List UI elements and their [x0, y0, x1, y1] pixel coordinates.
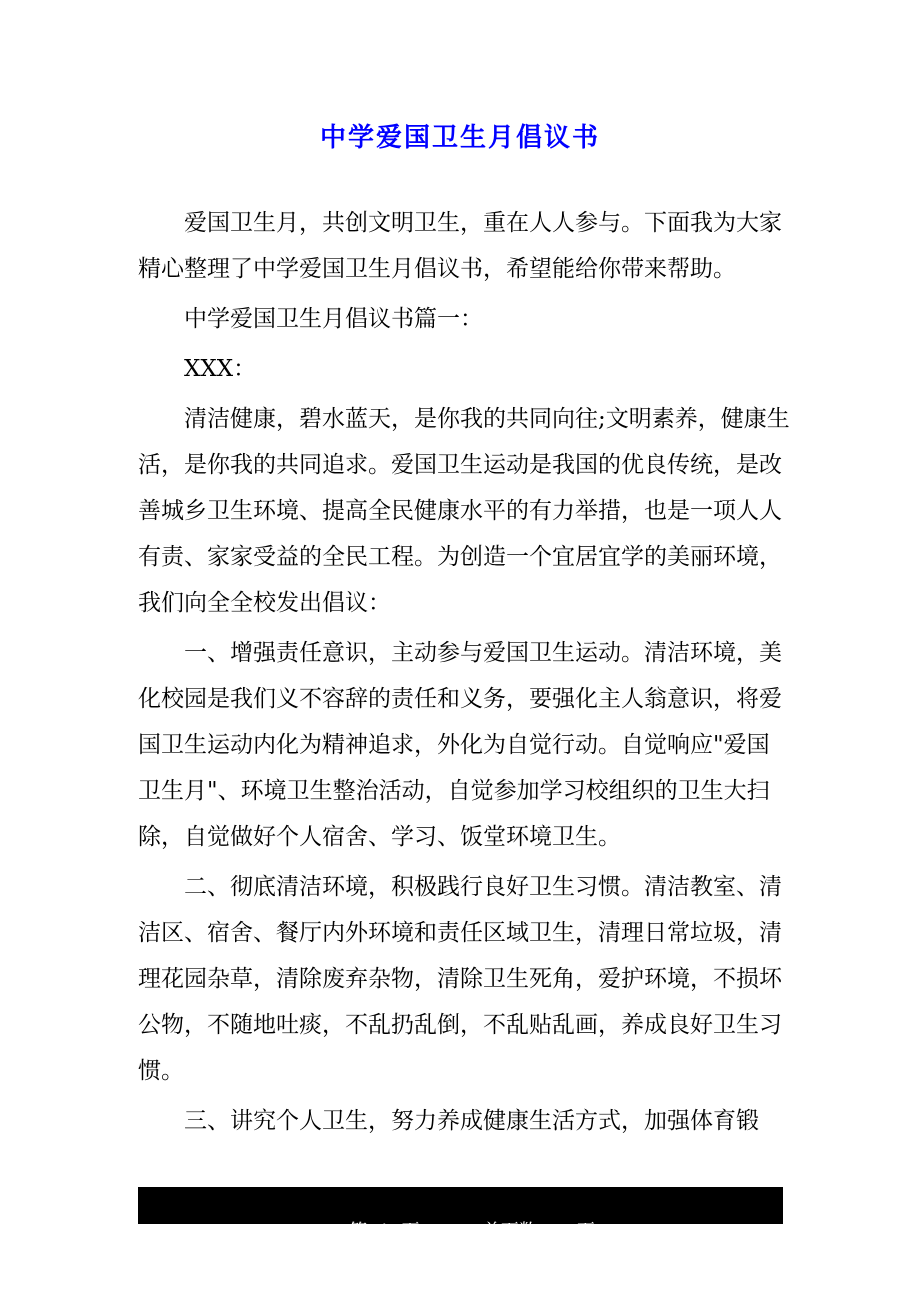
paragraph-opening: 清洁健康，碧水蓝天，是你我的共同向往;文明素养，健康生活，是你我的共同追求。爱国卫生运动是我国的优良传统，是改善城乡卫生环境、提高全民健康水平的有力举措，也是一项人人有责、家家受益的全民工程。为创造一个宜居宜学的美丽环境，我们向全全校发出倡议： — [138, 406, 790, 616]
document-body — [138, 200, 790, 1144]
paragraph-point-one: 一、增强责任意识，主动参与爱国卫生运动。清洁环境，美化校园是我们义不容辞的责任和义务，要强化主人翁意识，将爱国卫生运动内化为精神追求，外化为自觉行动。自觉响应"爱国卫生月"、环境卫生整治活动，自觉参加学习校组织的卫生大扫除，自觉做好个人宿舍、学习、饭堂环境卫生。 — [138, 640, 782, 850]
footer-page-number: 1 — [378, 1221, 390, 1242]
footer-total-pages: 5 — [548, 1221, 560, 1242]
footer-total-unit: 页 — [576, 1221, 595, 1242]
paragraph-point-three: 三、讲究个人卫生，努力养成健康生活方式，加强体育锻 — [184, 1108, 759, 1134]
footer-page-label: 第 — [349, 1221, 368, 1242]
document-title: 中学爱国卫生月倡议书 — [319, 123, 600, 153]
paragraph-intro: 爱国卫生月，共创文明卫生，重在人人参与。下面我为大家精心整理了中学爱国卫生月倡议书，希望能给你带来帮助。 — [138, 210, 782, 282]
footer-separator: / — [448, 1221, 455, 1242]
paragraph-point-two: 二、彻底清洁环境，积极践行良好卫生习惯。清洁教室、清洁区、宿舍、餐厅内外环境和责任区域卫生，清理日常垃圾，清理花园杂草，清除废弃杂物，清除卫生死角，爱护环境，不损坏公物，不随地吐痰，不乱扔乱倒，不乱贴乱画，养成良好卫生习惯。 — [138, 874, 782, 1084]
footer-page-unit: 页 — [401, 1221, 420, 1242]
footer-total-label: 总页数 — [482, 1221, 537, 1242]
paragraph-section-heading: 中学爱国卫生月倡议书篇一： — [184, 306, 483, 332]
paragraph-salutation: XXX： — [184, 356, 257, 382]
page-footer — [138, 1187, 783, 1242]
